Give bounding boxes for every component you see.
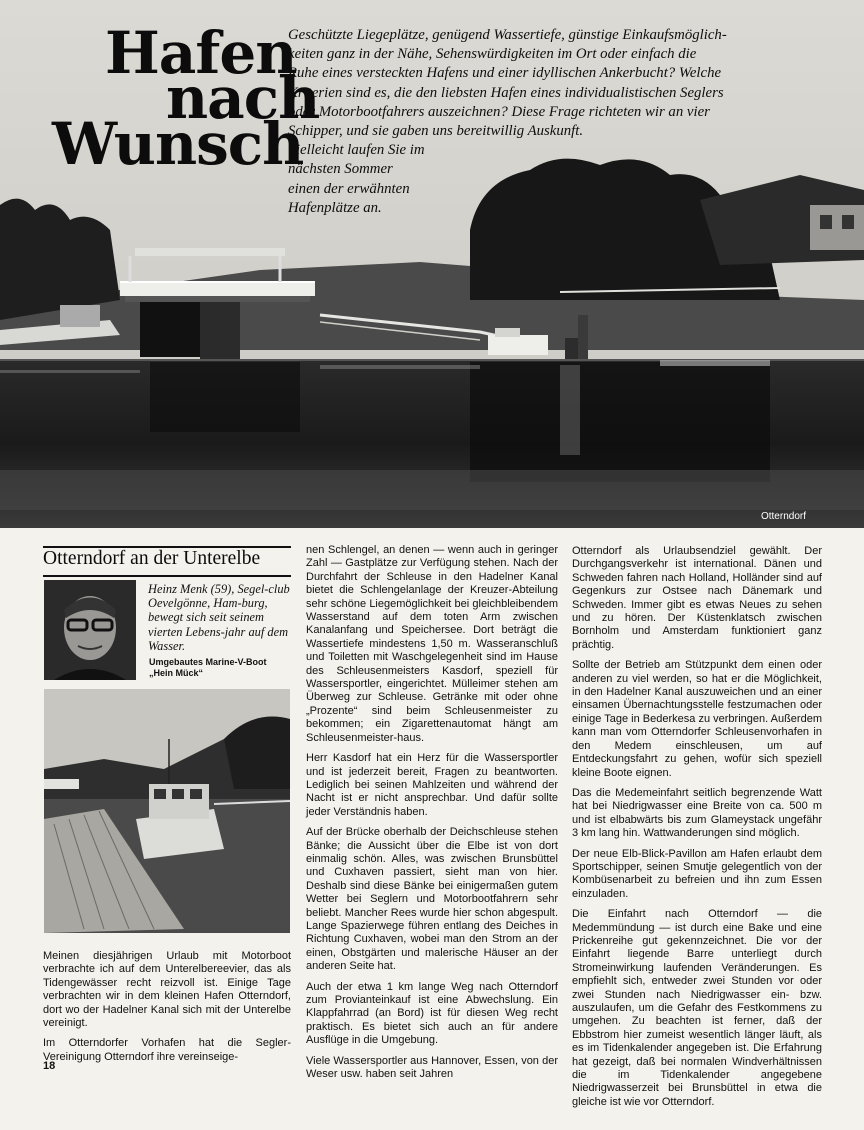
title-line-2: nach [166, 64, 320, 132]
title-line-1: Hafen [105, 19, 297, 87]
intro-line: Ruhe eines versteckten Hafens und einer idyllischen Ankerbucht? Welche [288, 65, 722, 82]
intro-line: keiten ganz in der Nähe, Sehenswürdigkeiten im Ort oder einfach die [288, 46, 697, 63]
paragraph: Sollte der Betrieb am Stützpunkt dem einen oder anderen zu viel werden, so hat er die Möglichkeit, in den Hadelner Kanal auszuweichen und an einer einsamen Übernachtungsstelle festzumachen oder einige Tage in Bederkesa zu verbringen. Außerdem kann man vom Otterndorfer Schleusenvorhafen in den Medem einschleusen, um auf Entdeckungsfahrt zu gehen, wofür sich speziell kleine Boote eignen. [572, 659, 822, 779]
text-column-2 [306, 544, 558, 1088]
paragraph: Das die Medemeinfahrt seitlich begrenzende Watt hat bei Niedrigwasser eine Breite von ca. 500 m und ist elbabwärts bis zum Glameystack ungefähr 3 km lang hin. Wattwanderungen sind möglich. [572, 786, 822, 840]
intro-line: Kriterien sind es, die den liebsten Hafen eines individualistischen Seglers [288, 84, 724, 101]
section-rule-bottom [43, 575, 291, 577]
hero-photo [0, 0, 864, 528]
text-column-1 [43, 950, 291, 1071]
page-number: 18 [43, 1060, 56, 1072]
paragraph: Otterndorf als Urlaubsendziel gewählt. Der Durchgangsverkehr ist international. Dänen und Schweden fahren nach Holland, Holländer sind auf Gegenkurs zur Ostsee nach Dänemark und Schweden. Immer gibt es etwas Neues zu sehen und zu hören. Der Küstenklatsch zwischen Bornholm und Amsterdam funktioniert ganz prächtig. [572, 545, 822, 651]
intro-line: oder Motorbootfahrers auszeichnen? Diese Frage richteten wir an vier [288, 103, 710, 120]
author-portrait [44, 580, 136, 680]
paragraph: Auch der etwa 1 km lange Weg nach Otterndorf zum Provianteinkauf ist eine Abwechslung. Ein Klappfahrrad (an Bord) ist für diesen Weg recht praktisch. Es bietet sich auch an für andere Ausflüge in die Umgebung. [306, 980, 558, 1047]
paragraph: nen Schlengel, an denen — wenn auch in geringer Zahl — Gastplätze zur Verfügung stehen. Nach der Durchfahrt der Schleuse in den Hadelner Kanal bietet die Schlengelanlage der Kreuzer-Abteilung sehr schöne Liegemöglichkeit bei gleichbleibendem Wasserstand auf dem toten Arm zwischen Kanalanfang und Speichersee. Dort beträgt die Wassertiefe mindestens 1,50 m. Wasseranschluß und Toiletten mit Waschgelegenheit sind im Hause des Schleusenmeisters Kasdorf, speziell für Wassersportler, eingerichtet. Mülleimer stehen am Überweg zur Schleuse. Getränke mit oder ohne „Prozente“ sind beim Schleusenmeister zu bekommen; ein Zigarettenautomat hängt am Schleusenmeister-haus. [306, 544, 558, 744]
intro-line: Hafenplätze an. [288, 199, 382, 216]
paragraph: Viele Wassersportler aus Hannover, Essen, von der Weser usw. haben seit Jahren [306, 1054, 558, 1081]
intro-line: Schipper, und sie gaben uns bereitwillig Auskunft. [288, 123, 584, 140]
intro-line: Geschützte Liegeplätze, genügend Wassertiefe, günstige Einkaufsmöglich- [288, 27, 727, 43]
intro-line: Vielleicht laufen Sie im [288, 142, 425, 159]
intro-line: nächsten Sommer [288, 161, 393, 178]
paragraph: Auf der Brücke oberhalb der Deichschleuse stehen Bänke; die Aussicht über die Elbe ist von dort einmalig schön. Alles, was zwischen Brunsbüttel und Cuxhaven passiert, sieht man von hier. Deshalb sind diese Bänke bei einigermaßen gutem Wetter bei Seglern und Motorbootfahrern sehr beliebt. Mancher Rees wurde hier schon abgespult. Lange Spazierwege führen entlang des Deiches in Richtung Cuxhaven, wobei man den Strom an der einen, Obstgärten und malerische Häuser an der anderen Seite hat. [306, 826, 558, 973]
paragraph: Die Einfahrt nach Otterndorf — die Medemmündung — ist durch eine Bake und eine Prickenreihe gut gekennzeichnet. Die vor der Einfahrt liegende Barre unterliegt durch Stromeinwirkung laufenden Veränderungen. Es empfiehlt sich, entweder zwei Stunden vor oder zwei Stunden nach Niedrigwasser ein- bzw. auszulaufen, um die Gefahr des Festkommens zu umgehen. Zu beachten ist ferner, daß der Ebbstrom hier zumeist wesentlich länger läuft, als es im Tidenkalender angegeben ist. Die Erfahrung hat gezeigt, daß bei normalen Windverhältnissen die im Tidenkalender angegebene Niedrigwasserzeit bei Brunsbüttel in etwa die gleiche ist wie vor Otterndorf. [572, 908, 822, 1108]
paragraph: Herr Kasdorf hat ein Herz für die Wassersportler und ist jederzeit bereit, Fragen zu beantworten. Lediglich bei seinen Mahlzeiten und während der Nacht ist er nicht ansprechbar. Und dafür sollte jeder Verständnis haben. [306, 752, 558, 818]
paragraph: Meinen diesjährigen Urlaub mit Motorboot verbrachte ich auf dem Unterelbereevier, das als Tidengewässer recht reizvoll ist. Einige Tage verbrachten wir in dem kleinen Hafen Otterndorf, dort wo der Hadelner Kanal sich mit der Unterelbe vereinigt. [43, 950, 291, 1030]
intro-text [288, 26, 828, 218]
section-title: Otterndorf an der Unterelbe [43, 548, 261, 569]
paragraph: Im Otterndorfer Vorhafen hat die Segler-Vereinigung Otterndorf ihre vereinseige- [43, 1037, 291, 1063]
author-bio: Heinz Menk (59), Segel-club Oevelgönne, Ham-burg, bewegt sich seit seinem vierten Lebens-jahr auf dem Wasser. [148, 582, 290, 653]
paragraph: Der neue Elb-Blick-Pavillon am Hafen erlaubt dem Sportschipper, seinen Smutje gelegentlich von der Kombüsenarbeit zu befreien und ihn zum Essen einzuladen. [572, 847, 822, 900]
boat-photo [44, 689, 290, 933]
photo-credit: Otterndorf [760, 511, 806, 522]
title-line-3: Wunsch [52, 110, 304, 178]
photo-caption: Umgebautes Marine-V-Boot „Hein Mück“ [149, 657, 267, 678]
intro-line: einen der erwähnten [288, 180, 410, 197]
text-column-3 [572, 545, 822, 1116]
